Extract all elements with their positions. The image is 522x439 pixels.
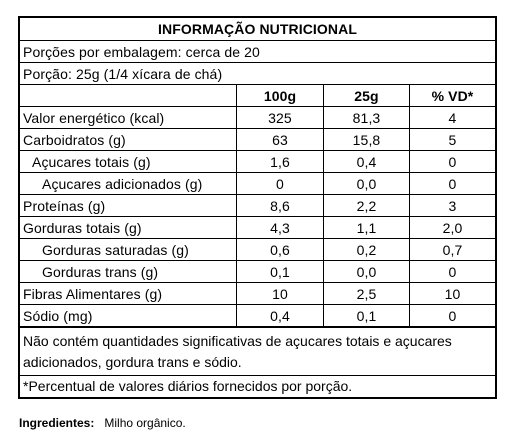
value-vd: 0 bbox=[409, 173, 495, 194]
table-header-row bbox=[20, 85, 495, 107]
value-25g: 0,1 bbox=[323, 305, 409, 326]
value-vd: 10 bbox=[409, 283, 495, 304]
ingredients-text: Milho orgânico. bbox=[104, 416, 186, 430]
table-row bbox=[20, 173, 495, 195]
value-100g: 0 bbox=[236, 173, 323, 194]
header-100g: 100g bbox=[236, 85, 323, 106]
value-25g: 1,1 bbox=[323, 217, 409, 238]
value-100g: 63 bbox=[236, 129, 323, 150]
nutrient-name: Sódio (mg) bbox=[23, 307, 93, 324]
value-25g: 0,2 bbox=[323, 239, 409, 260]
table-row bbox=[20, 261, 495, 283]
nutrient-name: Proteínas (g) bbox=[23, 197, 106, 214]
value-vd: 3 bbox=[409, 195, 495, 216]
value-100g: 1,6 bbox=[236, 151, 323, 172]
value-100g: 10 bbox=[236, 283, 323, 304]
value-100g: 325 bbox=[236, 107, 323, 128]
nutrition-note: Não contém quantidades significativas de açucares totais e açucares adicionados, gordura trans e sódio. bbox=[20, 327, 495, 376]
value-vd: 0 bbox=[409, 261, 495, 282]
table-row bbox=[20, 305, 495, 327]
value-25g: 0,0 bbox=[323, 173, 409, 194]
nutrient-name: Gorduras totais (g) bbox=[23, 219, 142, 236]
value-100g: 0,4 bbox=[236, 305, 323, 326]
nutrient-name: Açucares adicionados (g) bbox=[42, 175, 203, 192]
table-row bbox=[20, 239, 495, 261]
daily-value-footnote: *Percentual de valores diários fornecidos por porção. bbox=[23, 378, 353, 394]
ingredients-line bbox=[19, 416, 186, 430]
value-vd: 4 bbox=[409, 107, 495, 128]
value-100g: 8,6 bbox=[236, 195, 323, 216]
servings-per-package: Porções por embalagem: cerca de 20 bbox=[20, 41, 495, 63]
value-100g: 4,3 bbox=[236, 217, 323, 238]
nutrition-facts-table bbox=[18, 16, 497, 399]
value-25g: 81,3 bbox=[323, 107, 409, 128]
nutrient-name: Gorduras saturadas (g) bbox=[42, 241, 189, 258]
nutrient-name: Carboidratos (g) bbox=[23, 131, 126, 148]
value-25g: 0,0 bbox=[323, 261, 409, 282]
nutrient-name: Gorduras trans (g) bbox=[42, 263, 159, 280]
header-vd: % VD* bbox=[409, 85, 495, 106]
value-vd: 5 bbox=[409, 129, 495, 150]
value-25g: 0,4 bbox=[323, 151, 409, 172]
value-25g: 2,5 bbox=[323, 283, 409, 304]
ingredients-label: Ingredientes: bbox=[19, 416, 95, 430]
value-25g: 2,2 bbox=[323, 195, 409, 216]
value-100g: 0,6 bbox=[236, 239, 323, 260]
value-100g: 0,1 bbox=[236, 261, 323, 282]
table-row bbox=[20, 107, 495, 129]
serving-size: Porção: 25g (1/4 xícara de chá) bbox=[20, 63, 495, 85]
nutrient-name: Fibras Alimentares (g) bbox=[23, 285, 163, 302]
value-vd: 2,0 bbox=[409, 217, 495, 238]
table-row bbox=[20, 151, 495, 173]
value-vd: 0 bbox=[409, 151, 495, 172]
nutrient-name: Valor energético (kcal) bbox=[23, 109, 165, 126]
header-25g: 25g bbox=[323, 85, 409, 106]
value-vd: 0,7 bbox=[409, 239, 495, 260]
table-row bbox=[20, 217, 495, 239]
header-blank bbox=[20, 85, 236, 106]
value-25g: 15,8 bbox=[323, 129, 409, 150]
value-vd: 0 bbox=[409, 305, 495, 326]
table-row bbox=[20, 283, 495, 305]
nutrition-title: INFORMAÇÃO NUTRICIONAL bbox=[20, 18, 495, 41]
nutrient-name: Açucares totais (g) bbox=[32, 153, 151, 170]
table-row bbox=[20, 195, 495, 217]
table-row bbox=[20, 129, 495, 151]
